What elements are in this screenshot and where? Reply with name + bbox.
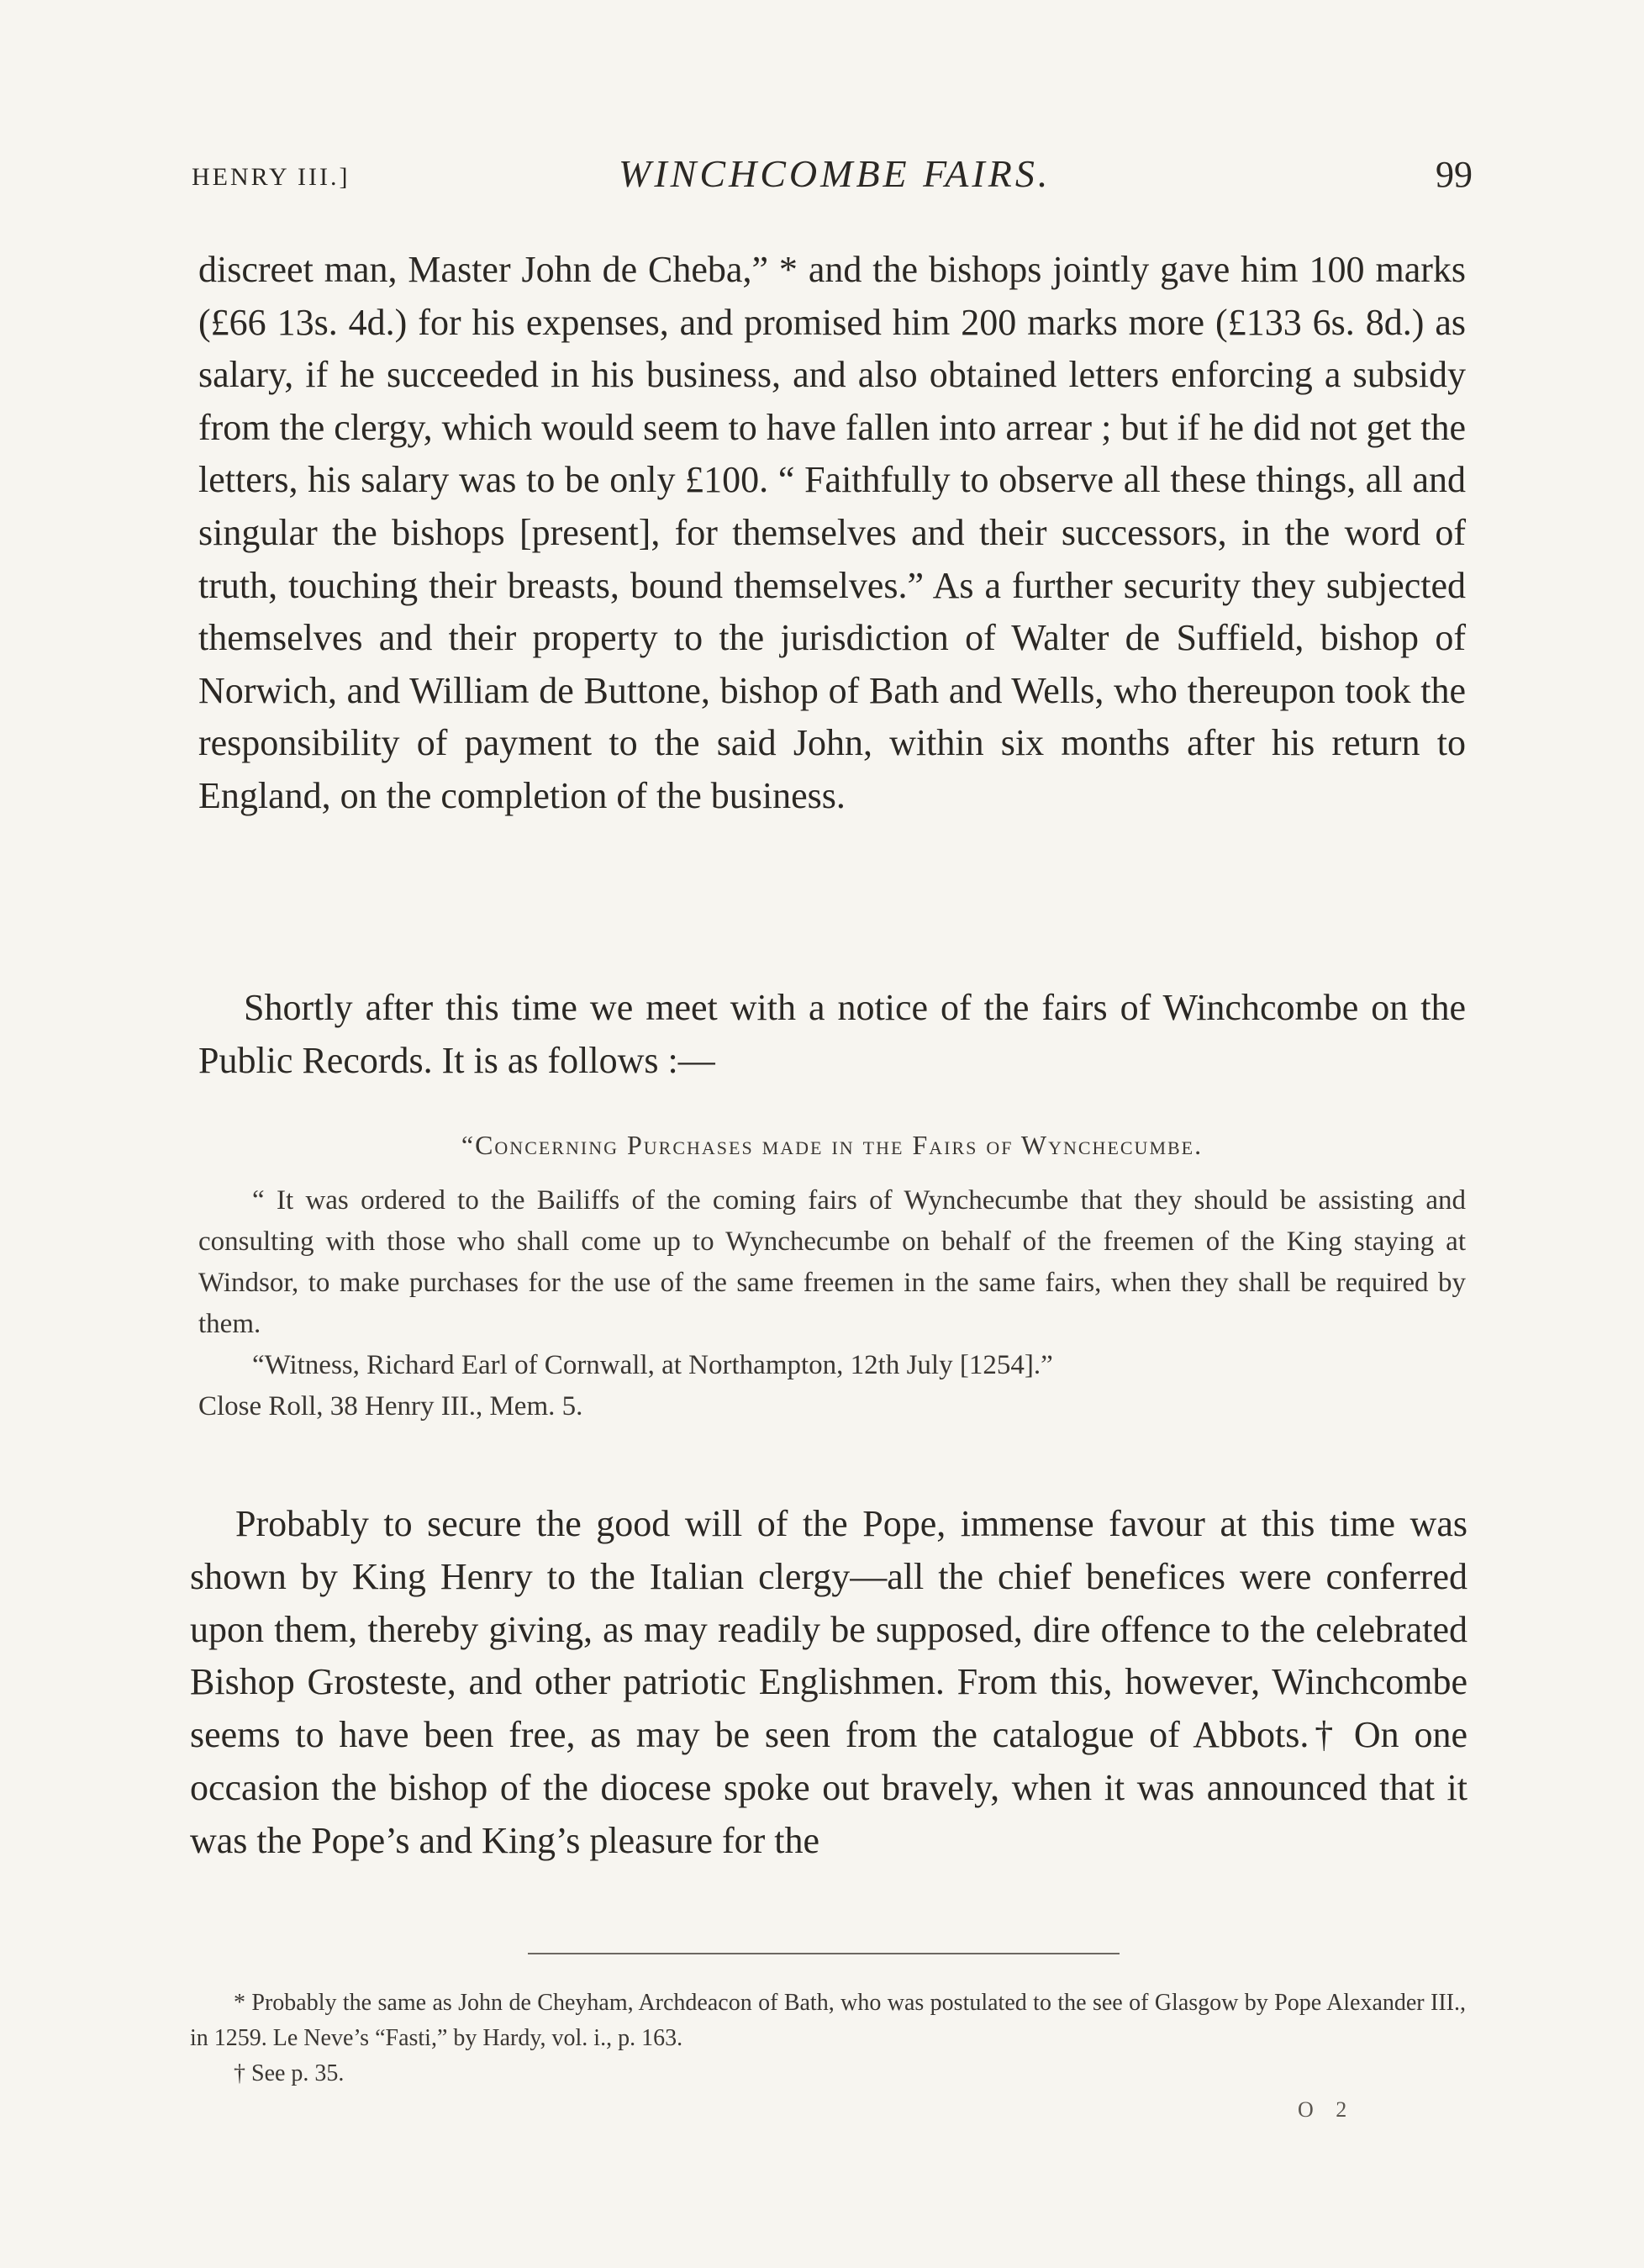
- quotation-witness: “Witness, Richard Earl of Cornwall, at Northampton, 12th July [1254].”: [252, 1350, 1053, 1380]
- body-text-2: Shortly after this time we meet with a notice of the fairs of Winchcombe on the Public Records. It is as follows :—: [198, 987, 1466, 1081]
- running-head-title: WINCHCOMBE FAIRS.: [619, 152, 1051, 195]
- body-paragraph-1: [198, 244, 1466, 823]
- quotation-text: “ It was ordered to the Bailiffs of the coming fairs of Wynchecumbe that they should be assisting and consulting with those who shall come up to Wynchecumbe on behalf of the freemen of the King staying at Windsor, to make purchases for the use of the same freemen in the same fairs, when they shall be required by them.: [198, 1185, 1466, 1339]
- running-head: [192, 151, 1473, 202]
- record-quotation: [198, 1128, 1466, 1427]
- footnote-2: † See p. 35.: [234, 2060, 345, 2086]
- body-paragraph-2: [198, 982, 1466, 1087]
- signature-mark: O 2: [1298, 2097, 1356, 2122]
- footnotes: [190, 1986, 1466, 2091]
- quotation-title: “Concerning Purchases made in the Fairs of Wynchecumbe.: [461, 1130, 1204, 1160]
- footnote-1: * Probably the same as John de Cheyham, Archdeacon of Bath, who was postulated to the see of Glasgow by Pope Alexander III., in 1259. Le Neve’s “Fasti,” by Hardy, vol. i., p. 163.: [190, 1990, 1466, 2051]
- page-number: 99: [1436, 154, 1473, 195]
- body-paragraph-3: [190, 1498, 1467, 1868]
- footnote-divider: [528, 1953, 1120, 1954]
- body-text-3: Probably to secure the good will of the Pope, immense favour at this time was shown by King Henry to the Italian clergy—all the chief benefices were conferred upon them, thereby giving, as may readily be supposed, dire offence to the celebrated Bishop Grosteste, and other patriotic Englishmen. From this, however, Winchcombe seems to have been free, as may be seen from the catalogue of Abbots.† On one occasion the bishop of the diocese spoke out bravely, when it was announced that it was the Pope’s and King’s pleasure for the: [190, 1503, 1467, 1861]
- quotation-source: Close Roll, 38 Henry III., Mem. 5.: [198, 1391, 583, 1421]
- running-head-left: HENRY III.]: [192, 163, 350, 191]
- body-text-1: discreet man, Master John de Cheba,” * and the bishops jointly gave him 100 marks (£66 13s. 4d.) for his expenses, and promised him 200 marks more (£133 6s. 8d.) as salary, if he succeeded in his business, and also obtained letters enforcing a subsidy from the clergy, which would seem to have fallen into arrear ; but if he did not get the letters, his salary was to be only £100. “ Faithfully to observe all these things, all and singular the bishops [present], for themselves and their successors, in the word of truth, touching their breasts, bound themselves.” As a further security they subjected themselves and their property to the jurisdiction of Walter de Suffield, bishop of Norwich, and William de Buttone, bishop of Bath and Wells, who thereupon took the responsibility of payment to the said John, within six months after his return to England, on the completion of the business.: [198, 249, 1466, 816]
